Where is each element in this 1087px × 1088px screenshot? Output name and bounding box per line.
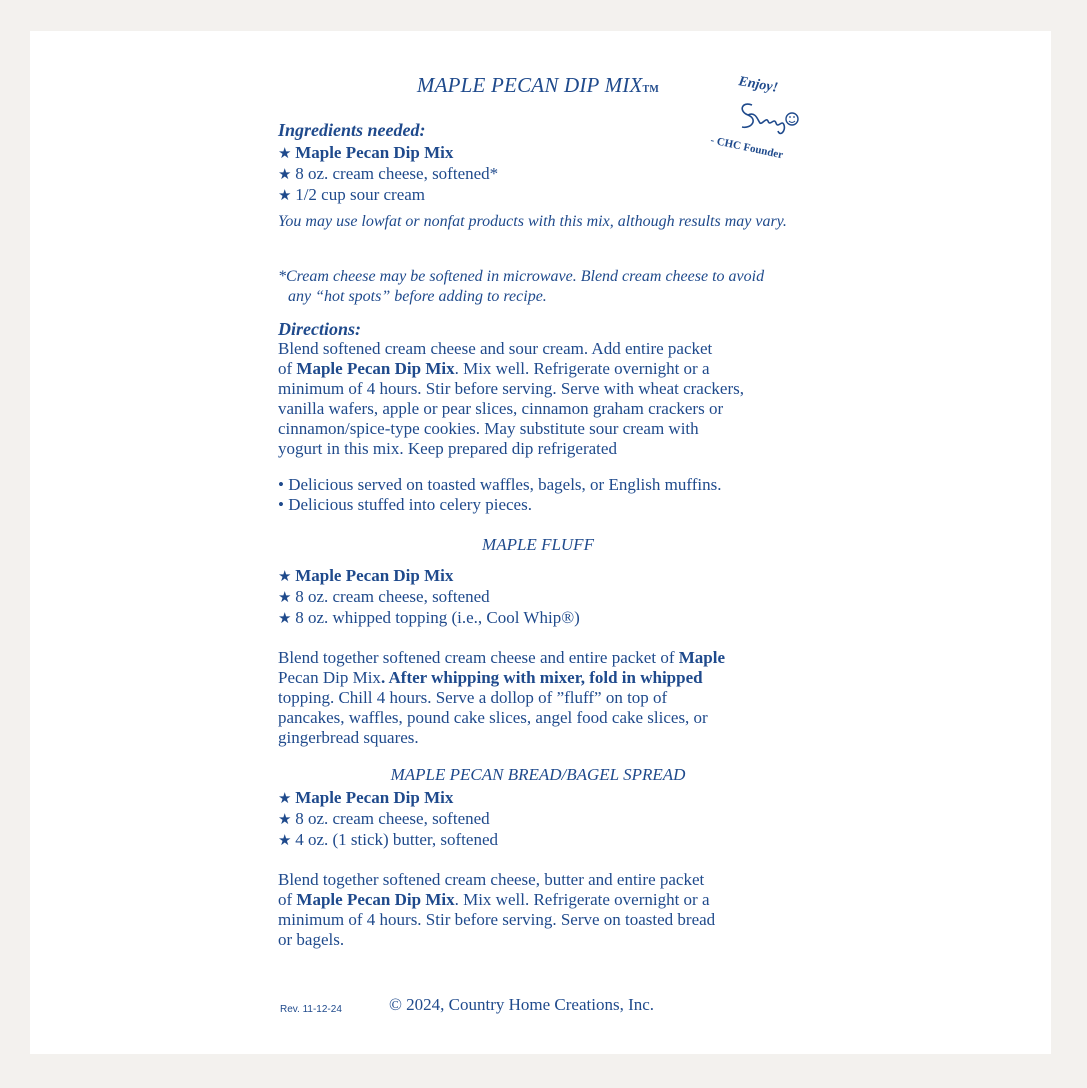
spread-directions-line: or bagels. — [278, 930, 345, 949]
ingredient-item: ★ 8 oz. cream cheese, softened* — [278, 164, 499, 183]
spread-directions-line: Blend together softened cream cheese, butter and entire packet — [278, 870, 705, 889]
spread-directions — [278, 870, 808, 950]
directions-line: of Maple Pecan Dip Mix. Mix well. Refrigerate overnight or a — [278, 359, 710, 378]
directions-line: cinnamon/spice-type cookies. May substitute sour cream with — [278, 419, 699, 438]
revision-label: Rev. 11-12-24 — [280, 1004, 342, 1015]
ingredients-heading: Ingredients needed: — [278, 120, 426, 140]
star-icon: ★ — [278, 188, 296, 204]
serving-tip: • Delicious served on toasted waffles, bagels, or English muffins. — [278, 475, 722, 494]
directions-line: minimum of 4 hours. Stir before serving. Serve with wheat crackers, — [278, 379, 744, 398]
ingredients-section — [278, 120, 808, 206]
maple-fluff-heading: MAPLE FLUFF — [482, 535, 594, 554]
spread-directions-line: minimum of 4 hours. Stir before serving. Serve on toasted bread — [278, 910, 716, 929]
star-icon: ★ — [278, 590, 296, 606]
maple-fluff-ingredients — [278, 566, 808, 629]
microwave-note — [278, 267, 778, 307]
directions-line: vanilla wafers, apple or pear slices, cinnamon graham crackers or — [278, 399, 724, 418]
spread-directions-line: of Maple Pecan Dip Mix. Mix well. Refrigerate overnight or a — [278, 890, 710, 909]
title-text: MAPLE PECAN DIP MIX — [416, 73, 643, 97]
fluff-directions-line: pancakes, waffles, pound cake slices, angel food cake slices, or — [278, 708, 708, 727]
star-icon: ★ — [278, 812, 296, 828]
star-icon: ★ — [278, 833, 296, 849]
fluff-ingredient-item: ★ 8 oz. whipped topping (i.e., Cool Whip®) — [278, 608, 580, 627]
fluff-ingredient-item: ★ 8 oz. cream cheese, softened — [278, 587, 490, 606]
signature-caption: - CHC Founder — [709, 134, 785, 162]
spread-ingredient-item: ★ 8 oz. cream cheese, softened — [278, 809, 490, 828]
footer — [280, 995, 810, 1017]
star-icon: ★ — [278, 791, 296, 807]
directions-heading: Directions: — [278, 319, 361, 339]
ingredient-item: ★ 1/2 cup sour cream — [278, 185, 426, 204]
fluff-ingredient-item: ★ Maple Pecan Dip Mix — [278, 566, 454, 585]
spread-heading: MAPLE PECAN BREAD/BAGEL SPREAD — [390, 765, 686, 784]
star-icon: ★ — [278, 167, 296, 183]
fluff-directions-line: Blend together softened cream cheese and entire packet of Maple — [278, 648, 726, 667]
spread-ingredient-item: ★ 4 oz. (1 stick) butter, softened — [278, 830, 498, 849]
recipe-card — [30, 31, 1051, 1054]
trademark-mark: TM — [642, 84, 660, 95]
copyright-text: © 2024, Country Home Creations, Inc. — [389, 995, 655, 1014]
ingredients-list — [278, 143, 808, 206]
fluff-directions-line: topping. Chill 4 hours. Serve a dollop of ”fluff” on top of — [278, 688, 668, 707]
star-icon: ★ — [278, 569, 296, 585]
star-icon: ★ — [278, 146, 296, 162]
directions-line: Blend softened cream cheese and sour cream. Add entire packet — [278, 339, 713, 358]
fluff-directions-line: Pecan Dip Mix. After whipping with mixer, fold in whipped — [278, 668, 703, 687]
spread-ingredient-item: ★ Maple Pecan Dip Mix — [278, 788, 454, 807]
serving-tip: • Delicious stuffed into celery pieces. — [278, 495, 532, 514]
signature-enjoy-text: Enjoy! — [737, 74, 779, 96]
spread-ingredients — [278, 788, 808, 851]
star-icon: ★ — [278, 611, 296, 627]
microwave-note-text: *Cream cheese may be softened in microwave. Blend cream cheese to avoid any “hot spots” before adding to recipe. — [278, 268, 765, 305]
fluff-directions-line: gingerbread squares. — [278, 728, 419, 747]
ingredient-item: ★ Maple Pecan Dip Mix — [278, 143, 454, 162]
serving-tips-list — [278, 475, 808, 515]
directions-line: yogurt in this mix. Keep prepared dip refrigerated — [278, 439, 617, 458]
directions-section — [278, 319, 808, 459]
directions-text — [278, 339, 808, 459]
maple-fluff-directions — [278, 648, 808, 748]
lowfat-note: You may use lowfat or nonfat products with this mix, although results may vary. — [278, 213, 787, 230]
